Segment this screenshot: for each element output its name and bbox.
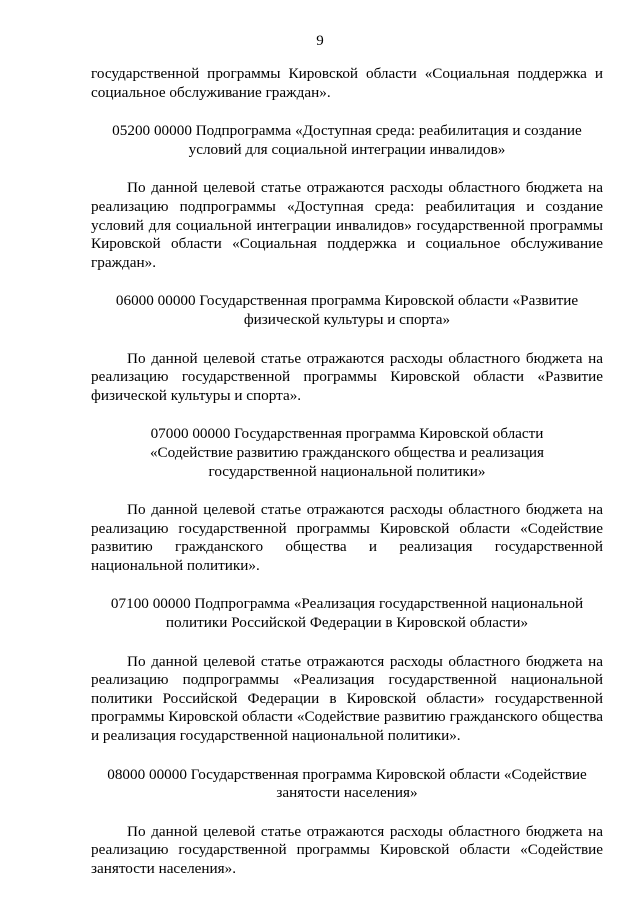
intro-paragraph: государственной программы Кировской области «Социальная поддержка и социальное обслуживание граждан». (91, 65, 603, 101)
page-number: 9 (316, 33, 324, 49)
section-heading-07100: 07100 00000 Подпрограмма «Реализация государственной национальной политики Российской Федерации в Кировской области» (110, 595, 584, 632)
section-heading-07000: 07000 00000 Государственная программа Кировской области «Содействие развитию гражданского общества и реализация государственной национальной политики» (149, 425, 545, 480)
section-text-07100: По данной целевой статье отражаются расходы областного бюджета на реализацию подпрограммы «Реализация государственной национальной политики Российской Федерации в Кировской области» государственной программы Кировской области «Содействие развитию гражданского общества и реализация государственной национальной политики». (91, 652, 603, 745)
section-text-05200: По данной целевой статье отражаются расходы областного бюджета на реализацию подпрограммы «Доступная среда: реабилитация и создание условий для социальной интеграции инвалидов» государственной программы Кировской области «Социальная поддержка и социальное обслуживание граждан». (91, 179, 603, 271)
section-heading-06000: 06000 00000 Государственная программа Кировской области «Развитие физической культуры и спорта» (115, 292, 579, 328)
section-text-07000: По данной целевой статье отражаются расходы областного бюджета на реализацию государственной программы Кировской области «Содействие развитию гражданского общества и реализация государственной национальной политики». (91, 501, 603, 574)
section-text-06000: По данной целевой статье отражаются расходы областного бюджета на реализацию государственной программы Кировской области «Развитие физической культуры и спорта». (91, 349, 603, 404)
section-heading-05200: 05200 00000 Подпрограмма «Доступная среда: реабилитация и создание условий для социальной интеграции инвалидов» (112, 122, 582, 158)
section-text-08000: По данной целевой статье отражаются расходы областного бюджета на реализацию государственной программы Кировской области «Содействие занятости населения». (91, 822, 603, 877)
document-body (91, 65, 603, 879)
section-heading-08000: 08000 00000 Государственная программа Кировской области «Содействие занятости населения» (107, 765, 587, 802)
